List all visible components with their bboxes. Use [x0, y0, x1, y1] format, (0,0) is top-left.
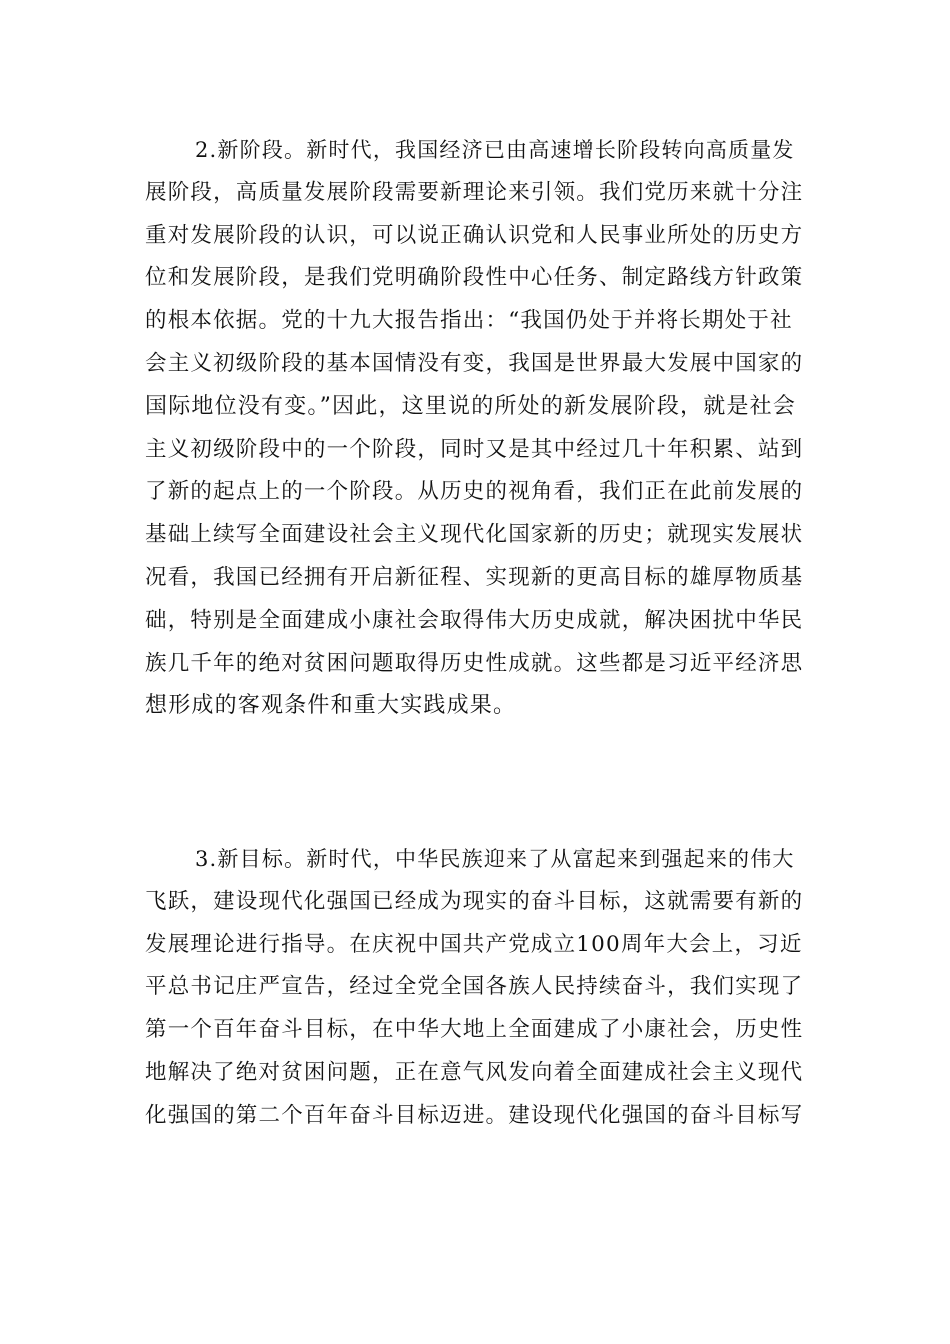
text-line: 族几千年的绝对贫困问题取得历史性成就。这些都是习近平经济思 [145, 650, 804, 676]
text-line: 展阶段，高质量发展阶段需要新理论来引领。我们党历来就十分注 [145, 179, 804, 205]
text-line: 基础上续写全面建设社会主义现代化国家新的历史；就现实发展状 [145, 522, 804, 548]
text-line: 发展理论进行指导。在庆祝中国共产党成立100周年大会上，习近 [145, 931, 803, 957]
text-line: 重对发展阶段的认识，可以说正确认识党和人民事业所处的历史方 [145, 222, 804, 248]
text-line: 飞跃，建设现代化强国已经成为现实的奋斗目标，这就需要有新的 [145, 888, 804, 914]
text-line: 会主义初级阶段的基本国情没有变，我国是世界最大发展中国家的 [145, 350, 804, 376]
text-line: 化强国的第二个百年奋斗目标迈进。建设现代化强国的奋斗目标写 [145, 1102, 804, 1128]
text-line: 国际地位没有变。”因此，这里说的所处的新发展阶段，就是社会 [145, 393, 797, 419]
text-line: 了新的起点上的一个阶段。从历史的视角看，我们正在此前发展的 [145, 479, 804, 505]
paragraph-new-goal [145, 838, 805, 1138]
text-line: 础，特别是全面建成小康社会取得伟大历史成就，解决困扰中华民 [145, 607, 804, 633]
text-line: 2.新阶段。新时代，我国经济已由高速增长阶段转向高质量发 [195, 138, 795, 162]
text-line: 地解决了绝对贫困问题，正在意气风发向着全面建成社会主义现代 [145, 1059, 804, 1085]
text-line: 的根本依据。党的十九大报告指出：“我国仍处于并将长期处于社 [145, 308, 793, 334]
text-line: 第一个百年奋斗目标，在中华大地上全面建成了小康社会，历史性 [145, 1017, 804, 1043]
text-line: 3.新目标。新时代，中华民族迎来了从富起来到强起来的伟大 [195, 847, 795, 871]
paragraph-new-stage [145, 129, 805, 728]
text-line: 况看，我国已经拥有开启新征程、实现新的更高目标的雄厚物质基 [145, 564, 804, 590]
text-line: 平总书记庄严宣告，经过全党全国各族人民持续奋斗，我们实现了 [145, 974, 804, 1000]
text-line: 想形成的客观条件和重大实践成果。 [145, 693, 517, 719]
text-line: 位和发展阶段，是我们党明确阶段性中心任务、制定路线方针政策 [145, 265, 804, 291]
text-line: 主义初级阶段中的一个阶段，同时又是其中经过几十年积累、站到 [145, 436, 804, 462]
